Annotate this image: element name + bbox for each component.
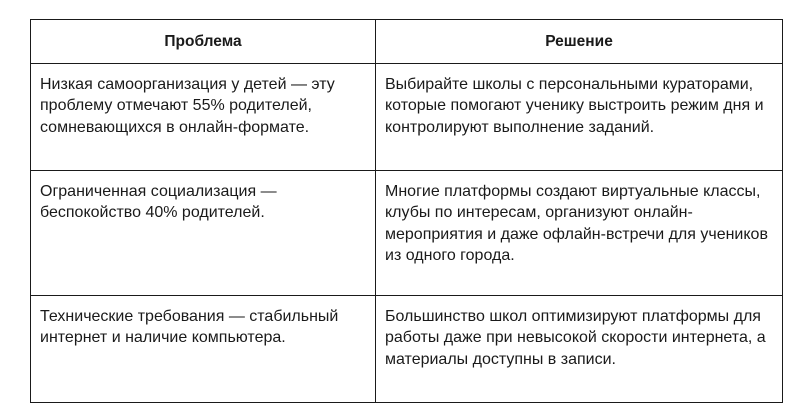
- table-row: [31, 296, 783, 403]
- solution-cell: Большинство школ оптимизируют платформы для работы даже при невысокой скорости интернета, а материалы доступны в записи.: [376, 296, 783, 403]
- header-problem: Проблема: [31, 20, 376, 64]
- table-header-row: [31, 20, 783, 64]
- table-row: [31, 64, 783, 171]
- problems-solutions-table: [30, 19, 783, 403]
- solution-cell: Выбирайте школы с персональными кураторами, которые помогают ученику выстроить режим дня и контролируют выполнение заданий.: [376, 64, 783, 171]
- solution-cell: Многие платформы создают виртуальные классы, клубы по интересам, организуют онлайн-мероприятия и даже офлайн-встречи для учеников из одного города.: [376, 171, 783, 296]
- problem-cell: Низкая самоорганизация у детей — эту проблему отмечают 55% родителей, сомневающихся в онлайн-формате.: [31, 64, 376, 171]
- header-solution: Решение: [376, 20, 783, 64]
- table-row: [31, 171, 783, 296]
- problem-cell: Технические требования — стабильный интернет и наличие компьютера.: [31, 296, 376, 403]
- problem-cell: Ограниченная социализация — беспокойство 40% родителей.: [31, 171, 376, 296]
